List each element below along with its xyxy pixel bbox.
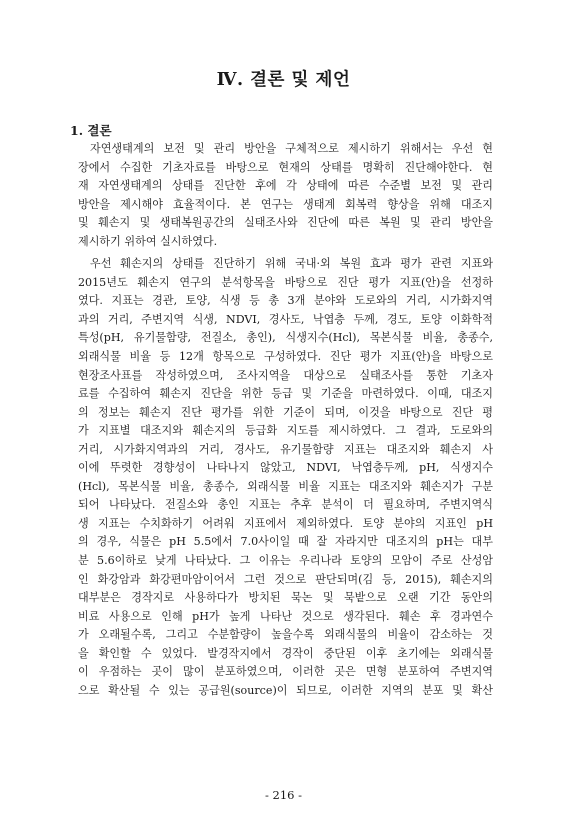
text-line: 이에 뚜렷한 경향성이 나타나지 않았고, NDVI, 낙엽층두께, pH, 식생지수	[78, 461, 493, 475]
text-line: 대부분은 경작지로 사용하다가 방치된 묵논 및 묵밭으로 오랜 기간 동안의	[78, 591, 493, 605]
text-line: 였다. 지표는 경관, 토양, 식생 등 총 3개 분야와 도로와의 거리, 시가화지역	[78, 294, 493, 308]
text-line: (Hcl), 목본식물 비율, 총종수, 외래식물 비율 지표는 대조지와 훼손지가 구분	[78, 479, 493, 493]
text-line: 의 정보는 훼손지 진단 평가를 위한 기준이 되며, 이것을 바탕으로 진단 평	[78, 405, 493, 419]
section-heading: 1. 결론	[70, 123, 112, 138]
text-line: 우선 훼손지의 상태를 진단하기 위해 국내·외 복원 효과 평가 관련 지표와	[90, 257, 493, 271]
text-line: 거리, 시가화지역과의 거리, 경사도, 유기물함량 지표는 대조지와 훼손지 사	[78, 442, 493, 456]
page-number: - 216 -	[264, 788, 303, 802]
text-line: 을 확인할 수 있었다. 발경작지에서 경작이 중단된 이후 초기에는 외래식물	[78, 646, 493, 660]
text-line: 가 지표별 대조지와 훼손지의 등급화 지도를 제시하였다. 그 결과, 도로와의	[78, 424, 493, 438]
text-line: 자연생태계의 보전 및 관리 방안을 구체적으로 제시하기 위해서는 우선 현	[90, 142, 493, 155]
text-line: 가 오래될수록, 그리고 수분함량이 높을수록 외래식물의 비율이 감소하는 것	[78, 628, 493, 642]
text-line: 료를 수집하여 훼손지 진단을 위한 등급 및 기준을 마련하였다. 이때, 대조지	[78, 387, 493, 401]
text-line: 이 우점하는 곳이 많이 분포하였으며, 이러한 곳은 면형 분포하여 주변지역	[78, 665, 493, 679]
paragraph-2	[78, 255, 493, 700]
text-line: 방안을 제시해야 효율적이다. 본 연구는 생태계 회복력 향상을 위해 대조지	[78, 197, 493, 211]
body-text	[78, 140, 493, 700]
text-line: 분 5.6이하로 낮게 나타났다. 그 이유는 우리나라 토양의 모암이 주로 산성암	[78, 554, 493, 568]
text-line: 특성(pH, 유기물함량, 전질소, 총인), 식생지수(Hcl), 목본식물 비율, 총종수,	[78, 331, 493, 345]
chapter-title: Ⅳ. 결론 및 제언	[216, 70, 351, 90]
text-line: 과의 거리, 주변지역 식생, NDVI, 경사도, 낙엽층 두께, 경도, 토양 이화학적	[78, 312, 493, 326]
text-line: 의 경우, 식물은 pH 5.5에서 7.0사이일 때 잘 자라지만 대조지의 pH는 대부	[78, 535, 493, 549]
text-line: 및 훼손지 및 생태복원공간의 실태조사와 진단에 따른 복원 및 관리 방안을	[78, 216, 493, 230]
text-line: 장에서 수집한 기초자료를 바탕으로 현재의 상태를 명확히 진단해야한다. 현	[78, 160, 493, 174]
text-line: 현장조사표를 작성하였으며, 조사지역을 대상으로 실태조사를 통한 기초자	[78, 368, 493, 382]
text-line: 외래식물 비율 등 12개 항목으로 구성하였다. 진단 평가 지표(안)을 바탕으로	[78, 350, 493, 364]
text-line: 되어 나타났다. 전질소와 총인 지표는 추후 분석이 더 필요하며, 주변지역식	[78, 498, 493, 512]
text-line: 제시하기 위하여 실시하였다.	[78, 234, 218, 248]
text-line: 2015년도 훼손지 연구의 분석항목을 바탕으로 진단 평가 지표(안)을 선정하	[78, 275, 493, 289]
paragraph-1	[78, 140, 493, 251]
text-line: 비료 사용으로 인해 pH가 높게 나타난 것으로 생각된다. 훼손 후 경과연수	[78, 609, 493, 623]
text-line: 재 자연생태계의 상태를 진단한 후에 각 상태에 따른 수준별 보전 및 관리	[78, 179, 493, 193]
text-line: 생 지표는 수치화하기 어려워 지표에서 제외하였다. 토양 분야의 지표인 pH	[78, 516, 493, 530]
text-line: 으로 확산될 수 있는 공급원(source)이 되므로, 이러한 지역의 분포 및 확산	[78, 683, 493, 697]
text-line: 인 화강암과 화강편마암이어서 그런 것으로 판단되며(김 등, 2015), 훼손지의	[78, 572, 493, 586]
